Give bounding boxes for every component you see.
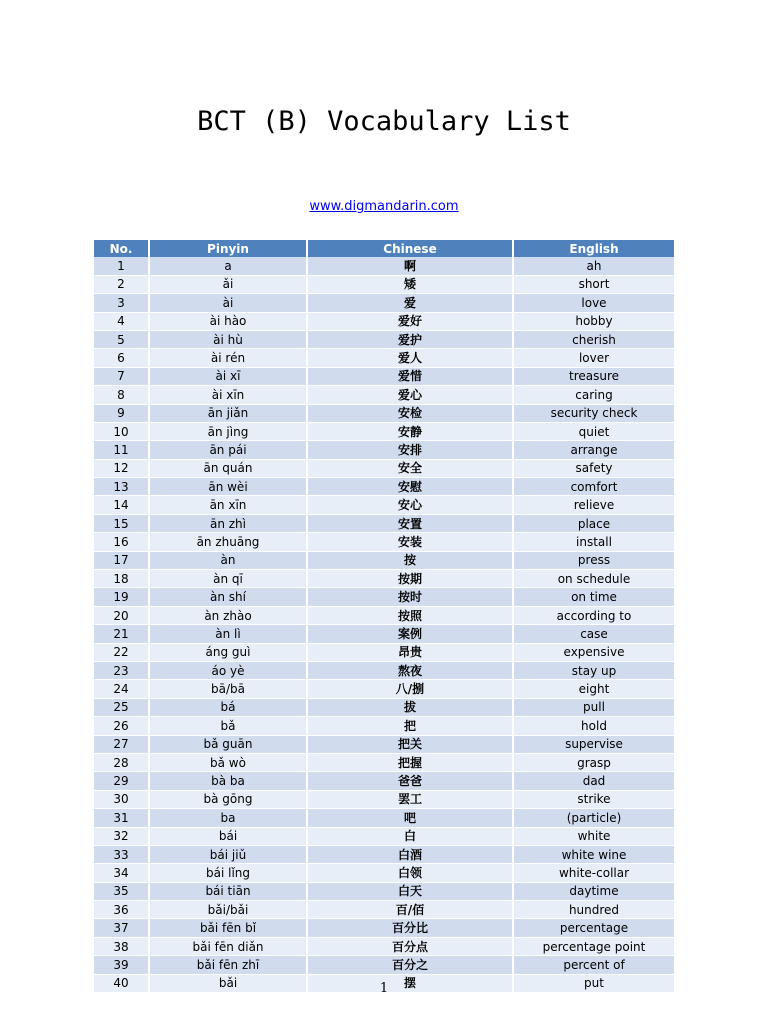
cell-pinyin: ān zhì <box>150 515 308 533</box>
cell-pinyin: ài xī <box>150 368 308 386</box>
cell-chinese: 安检 <box>308 405 514 423</box>
cell-pinyin: áng guì <box>150 644 308 662</box>
cell-pinyin: ān jiǎn <box>150 405 308 423</box>
cell-english: install <box>514 533 674 551</box>
cell-chinese: 百分比 <box>308 919 514 937</box>
cell-chinese: 爱心 <box>308 386 514 404</box>
cell-pinyin: ài xīn <box>150 386 308 404</box>
website-link[interactable]: www.digmandarin.com <box>309 199 459 214</box>
cell-chinese: 安置 <box>308 515 514 533</box>
cell-no: 11 <box>94 441 150 459</box>
table-row <box>94 919 674 937</box>
cell-pinyin: ài hù <box>150 331 308 349</box>
cell-pinyin: ba <box>150 809 308 827</box>
cell-no: 26 <box>94 717 150 735</box>
cell-pinyin: bǎi/bǎi <box>150 901 308 919</box>
cell-english: according to <box>514 607 674 625</box>
cell-english: white wine <box>514 846 674 864</box>
cell-chinese: 百分点 <box>308 938 514 956</box>
cell-no: 22 <box>94 644 150 662</box>
cell-chinese: 按时 <box>308 588 514 606</box>
header-pinyin: Pinyin <box>150 240 308 257</box>
cell-english: on time <box>514 588 674 606</box>
cell-no: 2 <box>94 276 150 294</box>
table-row <box>94 496 674 514</box>
cell-no: 9 <box>94 405 150 423</box>
cell-no: 32 <box>94 828 150 846</box>
table-row <box>94 625 674 643</box>
cell-chinese: 爱 <box>308 294 514 312</box>
cell-no: 6 <box>94 349 150 367</box>
cell-no: 21 <box>94 625 150 643</box>
cell-english: caring <box>514 386 674 404</box>
cell-pinyin: bà gōng <box>150 791 308 809</box>
cell-english: percentage <box>514 919 674 937</box>
cell-chinese: 安静 <box>308 423 514 441</box>
cell-english: percent of <box>514 956 674 974</box>
cell-english: (particle) <box>514 809 674 827</box>
cell-chinese: 拔 <box>308 699 514 717</box>
table-row <box>94 754 674 772</box>
cell-no: 39 <box>94 956 150 974</box>
cell-no: 12 <box>94 460 150 478</box>
cell-chinese: 吧 <box>308 809 514 827</box>
table-row <box>94 901 674 919</box>
cell-english: quiet <box>514 423 674 441</box>
table-row <box>94 828 674 846</box>
table-row <box>94 864 674 882</box>
cell-chinese: 爸爸 <box>308 772 514 790</box>
cell-no: 34 <box>94 864 150 882</box>
cell-no: 4 <box>94 313 150 331</box>
cell-english: love <box>514 294 674 312</box>
cell-english: daytime <box>514 883 674 901</box>
cell-english: on schedule <box>514 570 674 588</box>
table-row <box>94 423 674 441</box>
cell-chinese: 摆 <box>308 975 514 993</box>
table-row <box>94 478 674 496</box>
cell-pinyin: bá <box>150 699 308 717</box>
cell-chinese: 爱人 <box>308 349 514 367</box>
cell-english: stay up <box>514 662 674 680</box>
cell-no: 10 <box>94 423 150 441</box>
cell-chinese: 按 <box>308 552 514 570</box>
table-row <box>94 441 674 459</box>
cell-pinyin: ān zhuāng <box>150 533 308 551</box>
cell-no: 33 <box>94 846 150 864</box>
cell-no: 16 <box>94 533 150 551</box>
cell-pinyin: bǎi fēn diǎn <box>150 938 308 956</box>
cell-no: 28 <box>94 754 150 772</box>
cell-english: white-collar <box>514 864 674 882</box>
table-row <box>94 368 674 386</box>
cell-chinese: 把握 <box>308 754 514 772</box>
cell-english: press <box>514 552 674 570</box>
cell-pinyin: bǎi <box>150 975 308 993</box>
table-row <box>94 257 674 275</box>
cell-pinyin: áo yè <box>150 662 308 680</box>
cell-chinese: 安全 <box>308 460 514 478</box>
cell-pinyin: ài <box>150 294 308 312</box>
cell-pinyin: bǎ wò <box>150 754 308 772</box>
cell-chinese: 罢工 <box>308 791 514 809</box>
table-row <box>94 515 674 533</box>
vocabulary-table-body <box>94 257 674 993</box>
cell-pinyin: bā/bā <box>150 680 308 698</box>
table-header-row <box>94 240 674 257</box>
table-row <box>94 313 674 331</box>
cell-chinese: 案例 <box>308 625 514 643</box>
cell-chinese: 白领 <box>308 864 514 882</box>
cell-chinese: 按照 <box>308 607 514 625</box>
cell-pinyin: ān pái <box>150 441 308 459</box>
cell-no: 5 <box>94 331 150 349</box>
cell-chinese: 安排 <box>308 441 514 459</box>
cell-pinyin: àn qī <box>150 570 308 588</box>
cell-chinese: 百分之 <box>308 956 514 974</box>
cell-english: expensive <box>514 644 674 662</box>
cell-no: 14 <box>94 496 150 514</box>
cell-chinese: 爱护 <box>308 331 514 349</box>
cell-english: percentage point <box>514 938 674 956</box>
cell-english: hobby <box>514 313 674 331</box>
cell-no: 20 <box>94 607 150 625</box>
vocabulary-table <box>94 240 674 993</box>
cell-english: strike <box>514 791 674 809</box>
table-row <box>94 276 674 294</box>
cell-english: white <box>514 828 674 846</box>
cell-no: 35 <box>94 883 150 901</box>
cell-chinese: 白酒 <box>308 846 514 864</box>
table-row <box>94 736 674 754</box>
cell-no: 19 <box>94 588 150 606</box>
cell-pinyin: bǎ guān <box>150 736 308 754</box>
header-no: No. <box>94 240 150 257</box>
cell-no: 36 <box>94 901 150 919</box>
table-row <box>94 846 674 864</box>
table-row <box>94 883 674 901</box>
table-row <box>94 607 674 625</box>
cell-chinese: 八/捌 <box>308 680 514 698</box>
cell-chinese: 按期 <box>308 570 514 588</box>
table-row <box>94 680 674 698</box>
cell-pinyin: àn lì <box>150 625 308 643</box>
cell-english: supervise <box>514 736 674 754</box>
table-row <box>94 294 674 312</box>
cell-pinyin: àn zhào <box>150 607 308 625</box>
cell-english: grasp <box>514 754 674 772</box>
table-row <box>94 570 674 588</box>
cell-english: hold <box>514 717 674 735</box>
cell-no: 25 <box>94 699 150 717</box>
document-title: BCT (B) Vocabulary List <box>197 106 571 137</box>
table-row <box>94 662 674 680</box>
cell-pinyin: bái <box>150 828 308 846</box>
cell-no: 8 <box>94 386 150 404</box>
table-row <box>94 644 674 662</box>
cell-pinyin: bǎi fēn bǐ <box>150 919 308 937</box>
cell-pinyin: ān wèi <box>150 478 308 496</box>
cell-no: 3 <box>94 294 150 312</box>
cell-english: place <box>514 515 674 533</box>
cell-english: pull <box>514 699 674 717</box>
cell-pinyin: bái tiān <box>150 883 308 901</box>
cell-chinese: 安慰 <box>308 478 514 496</box>
table-row <box>94 938 674 956</box>
table-row <box>94 405 674 423</box>
cell-chinese: 啊 <box>308 257 514 275</box>
cell-no: 31 <box>94 809 150 827</box>
cell-no: 29 <box>94 772 150 790</box>
table-row <box>94 809 674 827</box>
cell-english: eight <box>514 680 674 698</box>
cell-pinyin: ān xīn <box>150 496 308 514</box>
cell-pinyin: ài hào <box>150 313 308 331</box>
cell-english: treasure <box>514 368 674 386</box>
cell-pinyin: ǎi <box>150 276 308 294</box>
cell-chinese: 白 <box>308 828 514 846</box>
table-row <box>94 772 674 790</box>
cell-pinyin: bái jiǔ <box>150 846 308 864</box>
cell-pinyin: ài rén <box>150 349 308 367</box>
cell-english: short <box>514 276 674 294</box>
cell-no: 17 <box>94 552 150 570</box>
cell-pinyin: a <box>150 257 308 275</box>
cell-no: 30 <box>94 791 150 809</box>
table-row <box>94 699 674 717</box>
cell-english: relieve <box>514 496 674 514</box>
website-link-container <box>0 199 768 214</box>
table-row <box>94 460 674 478</box>
cell-no: 27 <box>94 736 150 754</box>
cell-chinese: 昂贵 <box>308 644 514 662</box>
cell-english: hundred <box>514 901 674 919</box>
header-english: English <box>514 240 674 257</box>
cell-pinyin: bǎ <box>150 717 308 735</box>
cell-chinese: 百/佰 <box>308 901 514 919</box>
cell-no: 18 <box>94 570 150 588</box>
cell-pinyin: bǎi fēn zhī <box>150 956 308 974</box>
cell-chinese: 安心 <box>308 496 514 514</box>
cell-no: 13 <box>94 478 150 496</box>
table-row <box>94 717 674 735</box>
cell-english: comfort <box>514 478 674 496</box>
cell-chinese: 矮 <box>308 276 514 294</box>
cell-chinese: 熬夜 <box>308 662 514 680</box>
cell-chinese: 把关 <box>308 736 514 754</box>
table-row <box>94 533 674 551</box>
cell-no: 37 <box>94 919 150 937</box>
cell-no: 40 <box>94 975 150 993</box>
cell-no: 23 <box>94 662 150 680</box>
cell-pinyin: ān jìng <box>150 423 308 441</box>
table-row <box>94 588 674 606</box>
cell-no: 38 <box>94 938 150 956</box>
table-row <box>94 349 674 367</box>
cell-pinyin: ān quán <box>150 460 308 478</box>
cell-pinyin: àn shí <box>150 588 308 606</box>
table-row <box>94 386 674 404</box>
table-row <box>94 791 674 809</box>
cell-english: put <box>514 975 674 993</box>
cell-english: dad <box>514 772 674 790</box>
cell-pinyin: bái lǐng <box>150 864 308 882</box>
cell-english: security check <box>514 405 674 423</box>
header-chinese: Chinese <box>308 240 514 257</box>
cell-english: cherish <box>514 331 674 349</box>
cell-english: lover <box>514 349 674 367</box>
cell-no: 1 <box>94 257 150 275</box>
cell-no: 24 <box>94 680 150 698</box>
cell-chinese: 爱惜 <box>308 368 514 386</box>
table-row <box>94 956 674 974</box>
cell-chinese: 白天 <box>308 883 514 901</box>
cell-chinese: 爱好 <box>308 313 514 331</box>
cell-pinyin: bà ba <box>150 772 308 790</box>
cell-no: 15 <box>94 515 150 533</box>
cell-pinyin: àn <box>150 552 308 570</box>
cell-english: case <box>514 625 674 643</box>
cell-english: arrange <box>514 441 674 459</box>
cell-chinese: 安装 <box>308 533 514 551</box>
table-row <box>94 331 674 349</box>
cell-english: ah <box>514 257 674 275</box>
cell-chinese: 把 <box>308 717 514 735</box>
page-number: 1 <box>379 981 389 996</box>
cell-english: safety <box>514 460 674 478</box>
table-row <box>94 552 674 570</box>
cell-no: 7 <box>94 368 150 386</box>
